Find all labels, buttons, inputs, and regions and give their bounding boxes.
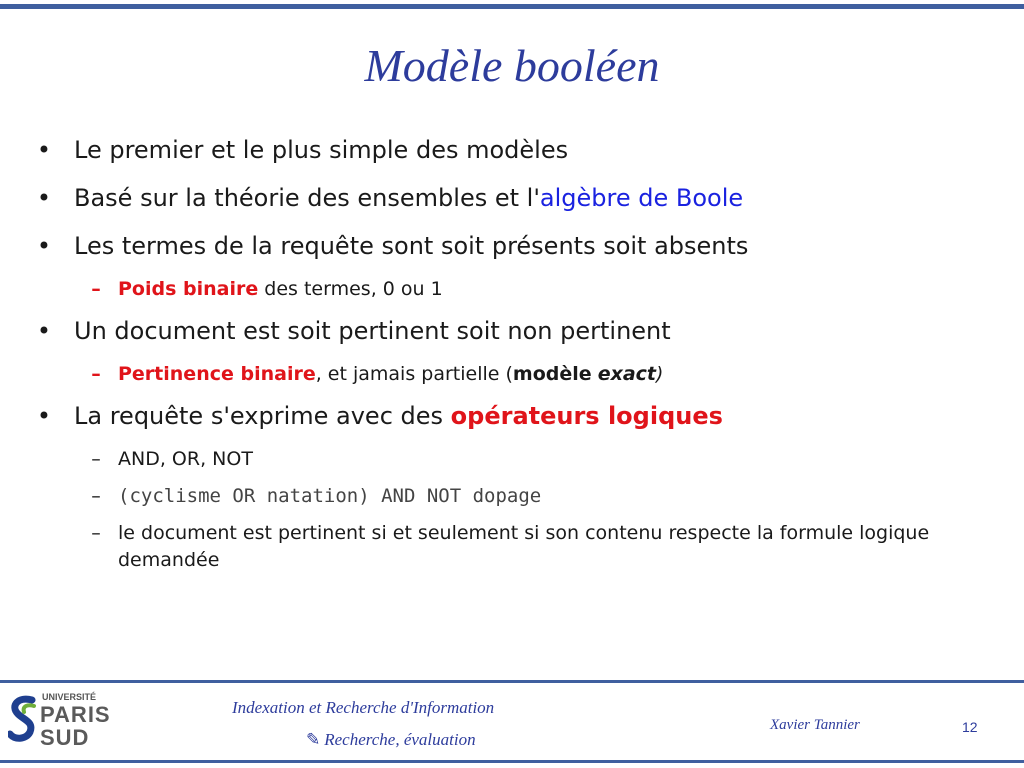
dash-marker: – <box>91 363 101 385</box>
bullet-marker: • <box>36 402 52 430</box>
dash-marker: – <box>91 278 101 300</box>
course-title: Indexation et Recherche d'Information <box>232 698 495 717</box>
sub-bullet-item <box>34 276 1014 303</box>
bullet-text: La requête s'exprime avec des <box>74 402 451 430</box>
boole-link[interactable]: algèbre de Boole <box>539 184 744 212</box>
sub-bullet-item <box>34 483 1014 510</box>
bullet-item <box>34 228 1014 264</box>
sub-bullet-text: AND, OR, NOT <box>118 448 253 470</box>
sub-bullet-text: , et jamais partielle ( <box>315 363 513 385</box>
logo-line-3: SUD <box>40 725 90 750</box>
sub-bullet-item <box>34 446 1014 473</box>
bullet-marker: • <box>36 317 52 345</box>
sub-bullet-text: des termes, 0 ou 1 <box>258 278 443 300</box>
section-label <box>306 730 476 750</box>
footer-rule-top <box>0 680 1024 683</box>
bullet-item <box>34 132 1014 168</box>
slide-content <box>34 132 1014 584</box>
highlight-text: Pertinence binaire <box>118 363 316 385</box>
author-name: Xavier Tannier <box>770 717 860 733</box>
bold-text: modèle <box>512 363 592 385</box>
dash-marker: – <box>91 448 101 470</box>
bullet-item <box>34 180 1014 216</box>
bullet-text: Un document est soit pertinent soit non pertinent <box>74 317 671 345</box>
footer-rule-bottom <box>0 760 1024 763</box>
pencil-icon: ✎ <box>306 730 321 749</box>
logo-line-2: PARIS <box>40 702 111 727</box>
closing-paren: ) <box>656 363 664 385</box>
bullet-text: Basé sur la théorie des ensembles et l' <box>74 184 540 212</box>
university-logo <box>8 692 118 752</box>
paris-sud-s-icon <box>8 694 38 746</box>
top-rule <box>0 4 1024 9</box>
slide-title: Modèle booléen <box>364 40 660 91</box>
bullet-item <box>34 313 1014 349</box>
page-number: 12 <box>962 719 978 735</box>
highlight-text: opérateurs logiques <box>450 402 723 430</box>
section-text: Recherche, évaluation <box>324 730 476 749</box>
dash-marker: – <box>91 522 101 544</box>
bullet-marker: • <box>36 232 52 260</box>
bullet-marker: • <box>36 136 52 164</box>
bullet-text: Les termes de la requête sont soit présents soit absents <box>74 232 749 260</box>
bold-italic-text: exact <box>597 363 657 385</box>
bullet-marker: • <box>36 184 52 212</box>
query-example: (cyclisme OR natation) AND NOT dopage <box>118 485 542 507</box>
bullet-text: Le premier et le plus simple des modèles <box>74 136 569 164</box>
sub-bullet-item <box>34 361 1014 388</box>
logo-line-1: UNIVERSITÉ <box>42 692 97 702</box>
highlight-text: Poids binaire <box>118 278 259 300</box>
sub-bullet-text: le document est pertinent si et seulement si son contenu respecte la formule logique demandée <box>118 522 930 571</box>
sub-bullet-item <box>34 520 1014 574</box>
bullet-item <box>34 398 1014 434</box>
dash-marker: – <box>91 485 101 507</box>
